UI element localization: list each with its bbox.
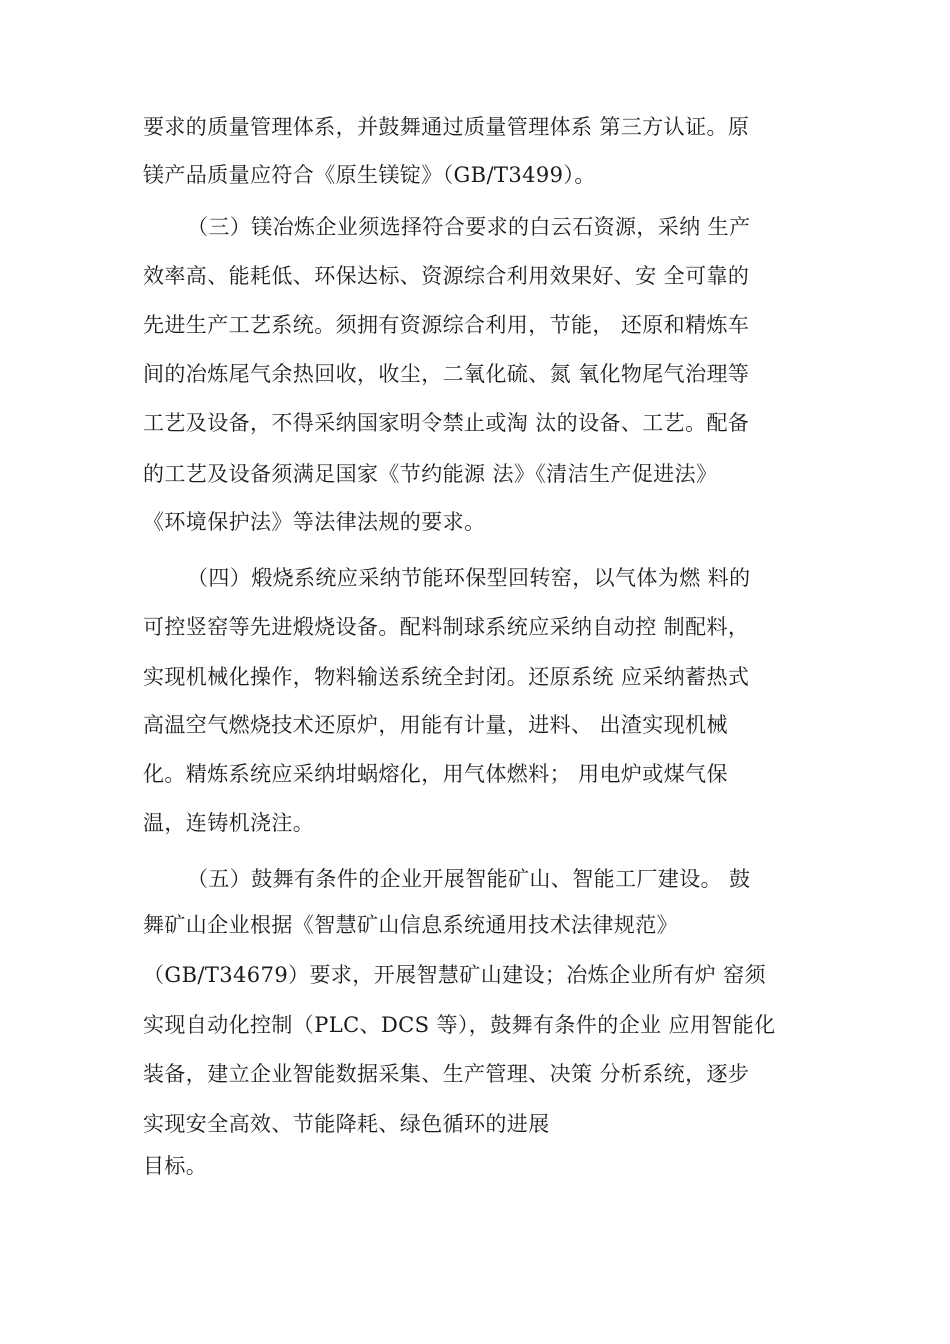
- paragraph-4-line-6: 实现安全高效、节能降耗、绿色循环的进展: [143, 1112, 550, 1136]
- paragraph-4-line-3: （GB/T34679）要求，开展智慧矿山建设；冶炼企业所有炉 窑须: [143, 963, 766, 987]
- paragraph-3-line-6: 温，连铸机浇注。: [143, 811, 315, 835]
- paragraph-3-line-5: 化。精炼系统应采纳坩蜗熔化，用气体燃料； 用电炉或煤气保: [143, 762, 728, 786]
- paragraph-4-line-4: 实现自动化控制（PLC、DCS 等），鼓舞有条件的企业 应用智能化: [143, 1013, 776, 1037]
- paragraph-2-line-5: 工艺及设备，不得采纳国家明令禁止或淘 汰的设备、工艺。配备: [143, 411, 750, 435]
- paragraph-4-line-1: （五）鼓舞有条件的企业开展智能矿山、智能工厂建设。 鼓: [187, 867, 751, 891]
- paragraph-3-line-3: 实现机械化操作，物料输送系统全封闭。还原系统 应采纳蓄热式: [143, 665, 750, 689]
- paragraph-2-line-6: 的工艺及设备须满足国家《节约能源 法》《清洁生产促进法》: [143, 462, 718, 486]
- paragraph-4-line-2: 舞矿山企业根据《智慧矿山信息系统通用技术法律规范》: [143, 913, 678, 937]
- paragraph-1-line-2: 镁产品质量应符合《原生镁锭》（GB/T3499）。: [143, 163, 596, 187]
- paragraph-3-line-1: （四）煅烧系统应采纳节能环保型回转窑，以气体为燃 料的: [187, 566, 751, 590]
- paragraph-3-line-2: 可控竖窑等先进煅烧设备。配料制球系统应采纳自动控 制配料，: [143, 615, 750, 639]
- paragraph-1-line-1: 要求的质量管理体系，并鼓舞通过质量管理体系 第三方认证。原: [143, 115, 750, 139]
- paragraph-3-line-4: 高温空气燃烧技术还原炉，用能有计量，进料、 出渣实现机械: [143, 713, 728, 737]
- paragraph-4-line-7: 目标。: [143, 1154, 208, 1178]
- paragraph-2-line-2: 效率高、能耗低、环保达标、资源综合利用效果好、安 全可靠的: [143, 264, 750, 288]
- paragraph-2-line-1: （三）镁冶炼企业须选择符合要求的白云石资源，采纳 生产: [187, 215, 751, 239]
- paragraph-2-line-3: 先进生产工艺系统。须拥有资源综合利用，节能， 还原和精炼车: [143, 313, 750, 337]
- paragraph-4-line-5: 装备，建立企业智能数据采集、生产管理、决策 分析系统，逐步: [143, 1062, 750, 1086]
- paragraph-2-line-4: 间的冶炼尾气余热回收，收尘，二氧化硫、氮 氧化物尾气治理等: [143, 362, 750, 386]
- paragraph-2-line-7: 《环境保护法》等法律法规的要求。: [143, 510, 486, 534]
